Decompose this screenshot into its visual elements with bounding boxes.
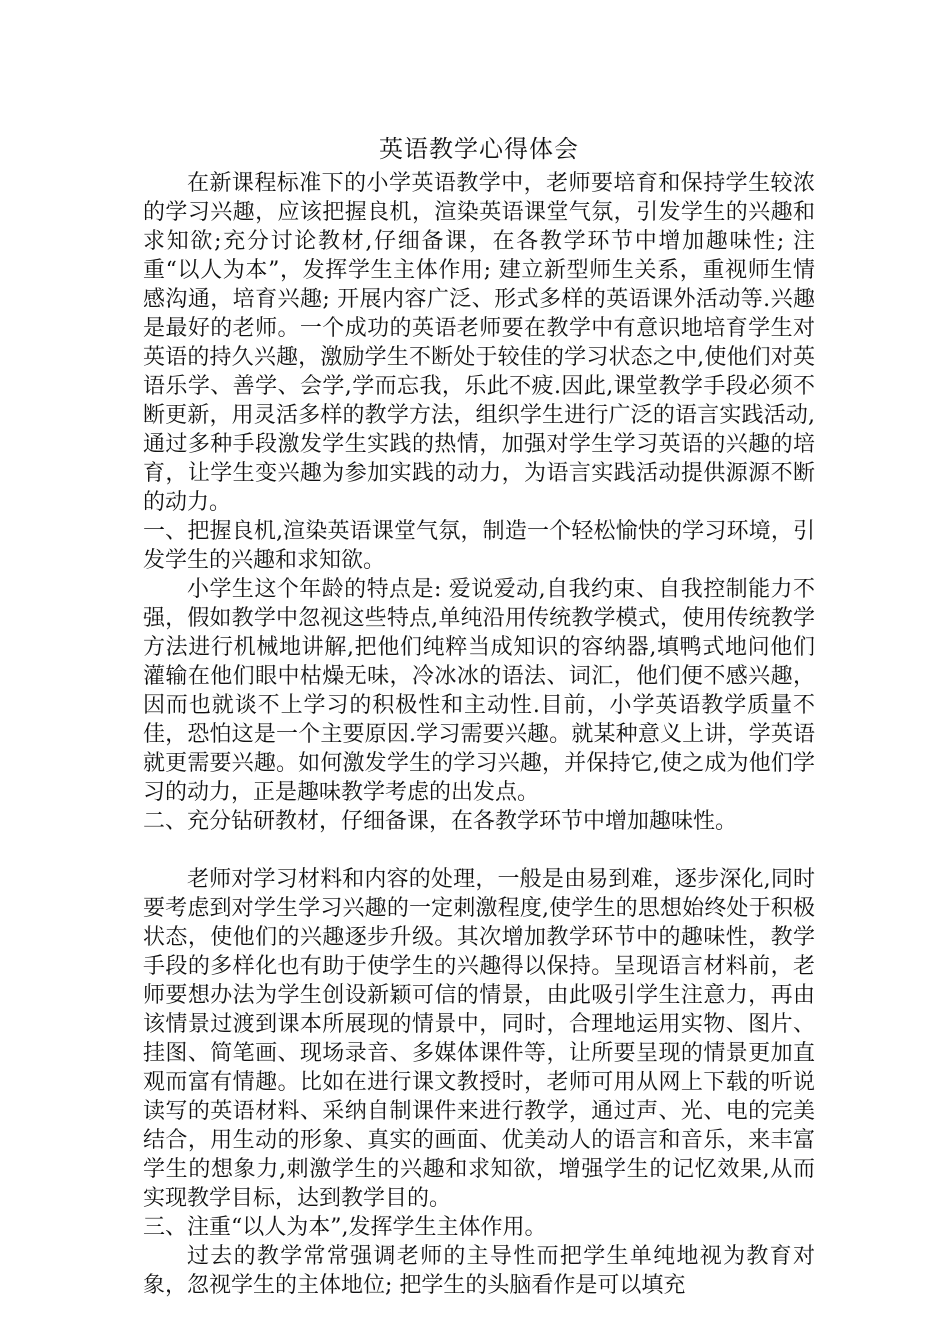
blank-line — [143, 836, 815, 865]
section-heading-2: 二、充分钻研教材，仔细备课，在各教学环节中增加趣味性。 — [143, 809, 738, 834]
section-heading-1: 一、把握良机,渲染英语课堂气氛，制造一个轻松愉快的学习环境，引发学生的兴趣和求知欲。 — [143, 519, 815, 573]
document-title: 英语教学心得体会 — [379, 135, 579, 163]
section-1-paragraph: 小学生这个年龄的特点是: 爱说爱动,自我约束、自我控制能力不强，假如教学中忽视这些特点,单纯沿用传统教学模式，使用传统教学方法进行机械地讲解,把他们纯粹当成知识的容纳器,填鸭式地问他们灌输在他们眼中枯燥无味，冷冰冰的语法、词汇，他们便不感兴趣，因而也就谈不上学习的积极性和主动性.目前，小学英语教学质量不佳，恐怕这是一个主要原因.学习需要兴趣。就某种意义上讲，学英语就更需要兴趣。如何激发学生的学习兴趣，并保持它,使之成为他们学习的动力，正是趣味教学考虑的出发点。 — [143, 577, 815, 805]
document-body — [143, 133, 815, 1300]
section-3-paragraph: 过去的教学常常强调老师的主导性而把学生单纯地视为教育对象，忽视学生的主体地位; 把学生的头脑看作是可以填充 — [143, 1244, 815, 1298]
intro-paragraph: 在新课程标准下的小学英语教学中，老师要培育和保持学生较浓的学习兴趣，应该把握良机，渲染英语课堂气氛，引发学生的兴趣和求知欲;充分讨论教材,仔细备课，在各教学环节中增加趣味性; 注重“以人为本”，发挥学生主体作用; 建立新型师生关系，重视师生情感沟通，培育兴趣; 开展内容广泛、形式多样的英语课外活动等.兴趣是最好的老师。一个成功的英语老师要在教学中有意识地培育学生对英语的持久兴趣，激励学生不断处于较佳的学习状态之中,使他们对英语乐学、善学、会学,学而忘我，乐此不疲.因此,课堂教学手段必须不断更新，用灵活多样的教学方法，组织学生进行广泛的语言实践活动,通过多种手段激发学生实践的热情，加强对学生学习英语的兴趣的培育，让学生变兴趣为参加实践的动力，为语言实践活动提供源源不断的动力。 — [143, 171, 815, 515]
section-2-paragraph: 老师对学习材料和内容的处理，一般是由易到难，逐步深化,同时要考虑到对学生学习兴趣的一定刺激程度,使学生的思想始终处于积极状态，使他们的兴趣逐步升级。其次增加教学环节中的趣味性，教学手段的多样化也有助于使学生的兴趣得以保持。呈现语言材料前，老师要想办法为学生创设新颖可信的情景，由此吸引学生注意力，再由该情景过渡到课本所展现的情景中，同时，合理地运用实物、图片、挂图、简笔画、现场录音、多媒体课件等，让所要呈现的情景更加直观而富有情趣。比如在进行课文教授时，老师可用从网上下载的听说读写的英语材料、采纳自制课件来进行教学，通过声、光、电的完美结合，用生动的形象、真实的画面、优美动人的语言和音乐，来丰富学生的想象力,刺激学生的兴趣和求知欲，增强学生的记忆效果,从而实现教学目标，达到教学目的。 — [143, 867, 815, 1211]
section-heading-3: 三、注重“以人为本”,发挥学生主体作用。 — [143, 1215, 547, 1240]
